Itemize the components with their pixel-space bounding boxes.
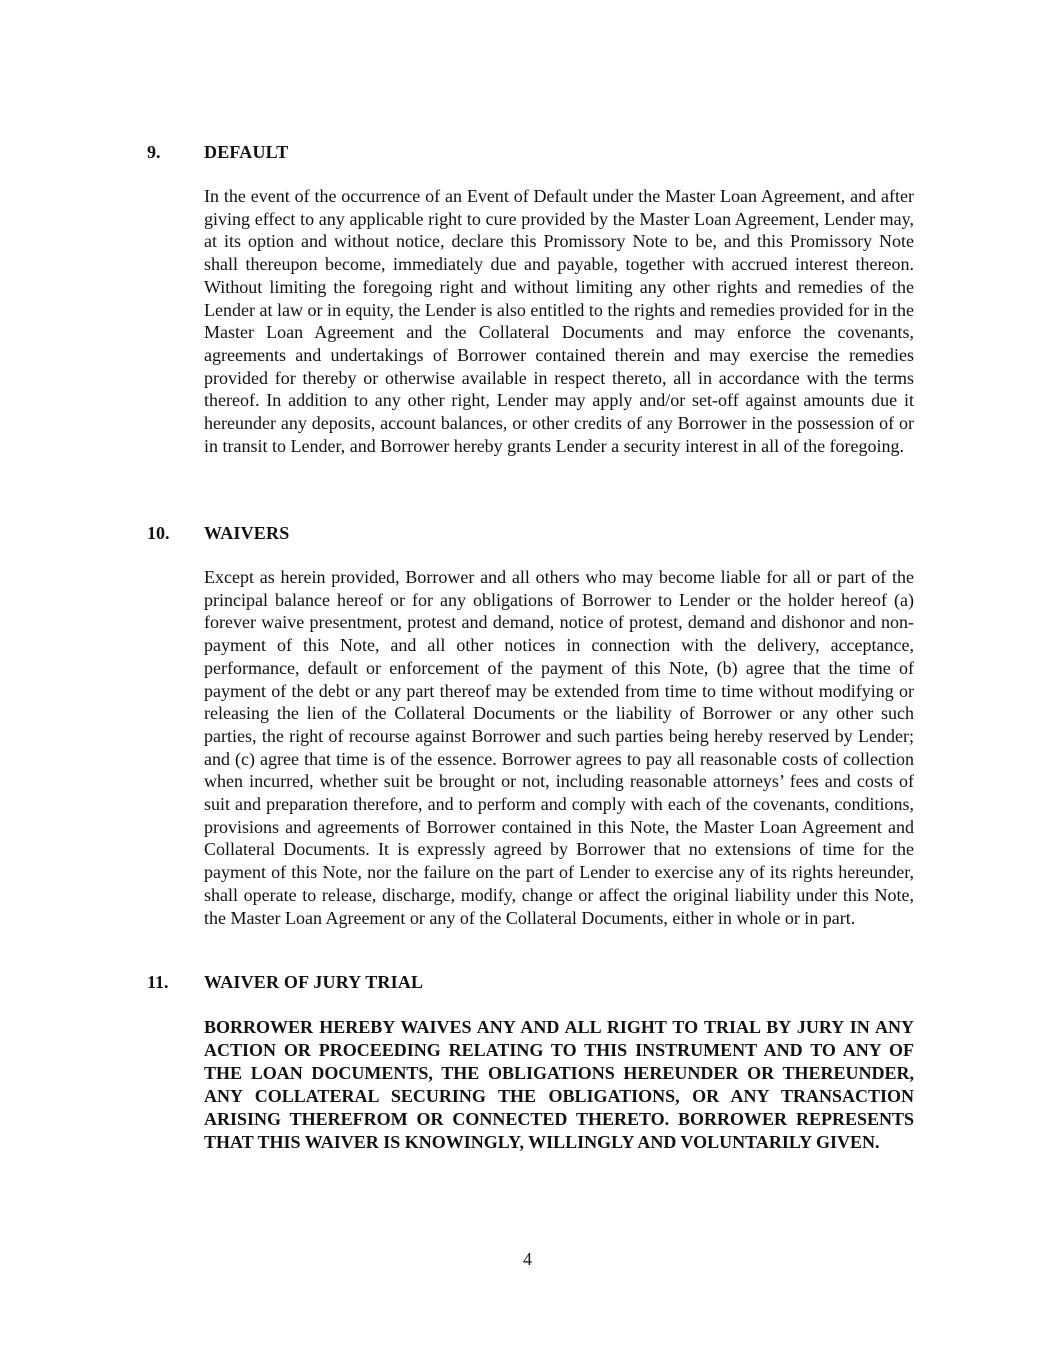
- page-number: 4: [523, 1249, 532, 1269]
- section-heading: [147, 971, 917, 993]
- section-number: 9.: [147, 142, 161, 162]
- section-heading: [147, 522, 917, 544]
- section-title: WAIVER OF JURY TRIAL: [204, 972, 424, 992]
- section-body: In the event of the occurrence of an Event of Default under the Master Loan Agreement, and after giving effect to any applicable right to cure provided by the Master Loan Agreement, Lender may, at its option and without notice, declare this Promissory Note to be, and this Promissory Note shall thereupon become, immediately due and payable, together with accrued interest thereon. Without limiting the foregoing right and without limiting any other rights and remedies of the Lender at law or in equity, the Lender is also entitled to the rights and remedies provided for in the Master Loan Agreement and the Collateral Documents and may enforce the covenants, agreements and undertakings of Borrower contained therein and may exercise the remedies provided for thereby or otherwise available in respect thereto, all in accordance with the terms thereof. In addition to any other right, Lender may apply and/or set-off against amounts due it hereunder any deposits, account balances, or other credits of any Borrower in the possession of or in transit to Lender, and Borrower hereby grants Lender a security interest in all of the foregoing.: [204, 186, 914, 456]
- section-number: 10.: [147, 523, 170, 543]
- section-body: Except as herein provided, Borrower and all others who may become liable for all or part of the principal balance hereof or for any obligations of Borrower to Lender or the holder hereof (a) forever waive presentment, protest and demand, notice of protest, demand and dishonor and non-payment of this Note, and all other notices in connection with the delivery, acceptance, performance, default or enforcement of the payment of this Note, (b) agree that the time of payment of the debt or any part thereof may be extended from time to time without modifying or releasing the lien of the Collateral Documents or the liability of Borrower or any other such parties, the right of recourse against Borrower and such parties being hereby reserved by Lender; and (c) agree that time is of the essence. Borrower agrees to pay all reasonable costs of collection when incurred, whether suit be brought or not, including reasonable attorneys’ fees and costs of suit and preparation therefore, and to perform and comply with each of the covenants, conditions, provisions and agreements of Borrower contained in this Note, the Master Loan Agreement and Collateral Documents. It is expressly agreed by Borrower that no extensions of time for the payment of this Note, nor the failure on the part of Lender to exercise any of its rights hereunder, shall operate to release, discharge, modify, change or affect the original liability under this Note, the Master Loan Agreement or any of the Collateral Documents, either in whole or in part.: [204, 567, 914, 928]
- section-title: DEFAULT: [204, 142, 289, 162]
- section-waiver-of-jury-trial: [147, 971, 917, 1154]
- section-number: 11.: [147, 972, 169, 992]
- section-waivers: [147, 522, 917, 929]
- section-default: [147, 141, 917, 457]
- section-heading: [147, 141, 917, 163]
- section-body: BORROWER HEREBY WAIVES ANY AND ALL RIGHT TO TRIAL BY JURY IN ANY ACTION OR PROCEEDING RELATING TO THIS INSTRUMENT AND TO ANY OF THE LOAN DOCUMENTS, THE OBLIGATIONS HEREUNDER OR THEREUNDER, ANY COLLATERAL SECURING THE OBLIGATIONS, OR ANY TRANSACTION ARISING THEREFROM OR CONNECTED THERETO. BORROWER REPRESENTS THAT THIS WAIVER IS KNOWINGLY, WILLINGLY AND VOLUNTARILY GIVEN.: [204, 1017, 914, 1152]
- section-title: WAIVERS: [204, 523, 290, 543]
